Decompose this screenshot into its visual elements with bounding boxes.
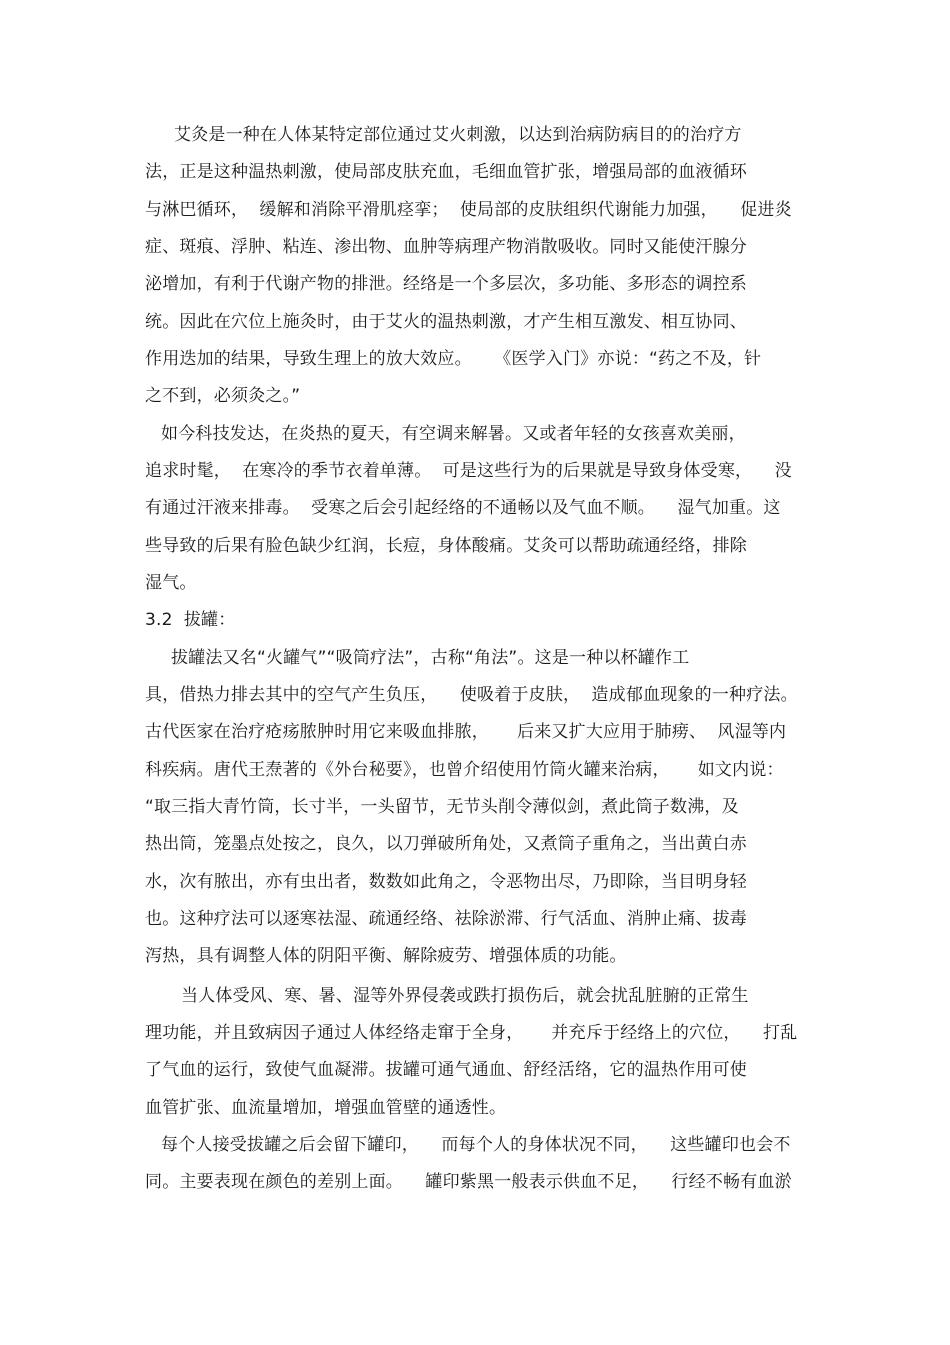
text-line: 作用迭加的结果，导致生理上的放大效应。 《医学入门》亦说：“药之不及，针 [145, 349, 762, 369]
text-line: 古代医家在治疗疮疡脓肿时用它来吸血排脓， 后来又扩大应用于肺痨、 风湿等内 [145, 722, 787, 742]
text-line: 如今科技发达，在炎热的夏天，有空调来解暑。又或者年轻的女孩喜欢美丽， [161, 424, 746, 444]
text-line: 拔罐法又名“火罐气”“吸筒疗法”，古称“角法”。这是一种以杯罐作工 [171, 648, 690, 668]
text-line: 热出筒，笼墨点处按之，良久，以刀弹破所角处，又煮筒子重角之，当出黄白赤 [145, 834, 747, 854]
text-line: 具，借热力排去其中的空气产生负压， 使吸着于皮肤， 造成郁血现象的一种疗法。 [145, 685, 798, 705]
text-line: 艾灸是一种在人体某特定部位通过艾火刺激，以达到治病防病目的的治疗方 [174, 125, 742, 145]
text-line: 当人体受风、寒、暑、湿等外界侵袭或跌打损伤后，就会扰乱脏腑的正常生 [181, 986, 749, 1006]
text-line: 追求时髦， 在寒冷的季节衣着单薄。 可是这些行为的后果就是导致身体受寒， 没 [145, 461, 792, 481]
text-line: 泻热，具有调整人体的阴阳平衡、解除疲劳、增强体质的功能。 [145, 946, 627, 966]
text-line: 也。这种疗法可以逐寒祛湿、疏通经络、祛除淤滞、行气活血、消肿止痛、拔毒 [145, 909, 747, 929]
text-line: 泌增加，有利于代谢产物的排泄。经络是一个多层次，多功能、多形态的调控系 [145, 274, 747, 294]
text-line: 有通过汗液来排毒。 受寒之后会引起经络的不通畅以及气血不顺。 湿气加重。这 [145, 498, 781, 518]
text-line: 理功能，并且致病因子通过人体经络走窜于全身， 并充斥于经络上的穴位， 打乱 [145, 1023, 798, 1043]
text-line: 湿气。 [145, 573, 197, 593]
text-line: 与淋巴循环， 缓解和消除平滑肌痉挛； 使局部的皮肤组织代谢能力加强， 促进炎 [145, 200, 792, 220]
text-line: 症、斑痕、浮肿、粘连、渗出物、血肿等病理产物消散吸收。同时又能使汗腺分 [145, 237, 747, 257]
text-line: 同。主要表现在颜色的差别上面。 罐印紫黑一般表示供血不足， 行经不畅有血淤 [145, 1172, 792, 1192]
text-line: 之不到，必须灸之。” [145, 386, 301, 406]
text-line: 些导致的后果有脸色缺少红润，长痘，身体酸痛。艾灸可以帮助疏通经络，排除 [145, 536, 747, 556]
text-line: 每个人接受拔罐之后会留下罐印， 而每个人的身体状况不同， 这些罐印也会不 [161, 1135, 791, 1155]
text-line: 统。因此在穴位上施灸时，由于艾火的温热刺激，才产生相互激发、相互协同、 [145, 312, 747, 332]
text-line: 法，正是这种温热刺激，使局部皮肤充血，毛细血管扩张，增强局部的血液循环 [145, 162, 747, 182]
text-line: 了气血的运行，致使气血凝滞。拔罐可通气通血、舒经活络，它的温热作用可使 [145, 1060, 747, 1080]
section-heading: 3.2 拔罐： [145, 610, 236, 630]
text-line: 科疾病。唐代王焘著的《外台秘要》，也曾介绍使用竹筒火罐来治病， 如文内说： [145, 760, 784, 780]
text-line: 血管扩张、血流量增加，增强血管壁的通透性。 [145, 1098, 507, 1118]
text-line: 水，次有脓出，亦有虫出者，数数如此角之，令恶物出尽，乃即除，当目明身轻 [145, 872, 747, 892]
text-line: “取三指大青竹筒，长寸半，一头留节，无节头削令薄似剑，煮此筒子数沸，及 [145, 797, 739, 817]
